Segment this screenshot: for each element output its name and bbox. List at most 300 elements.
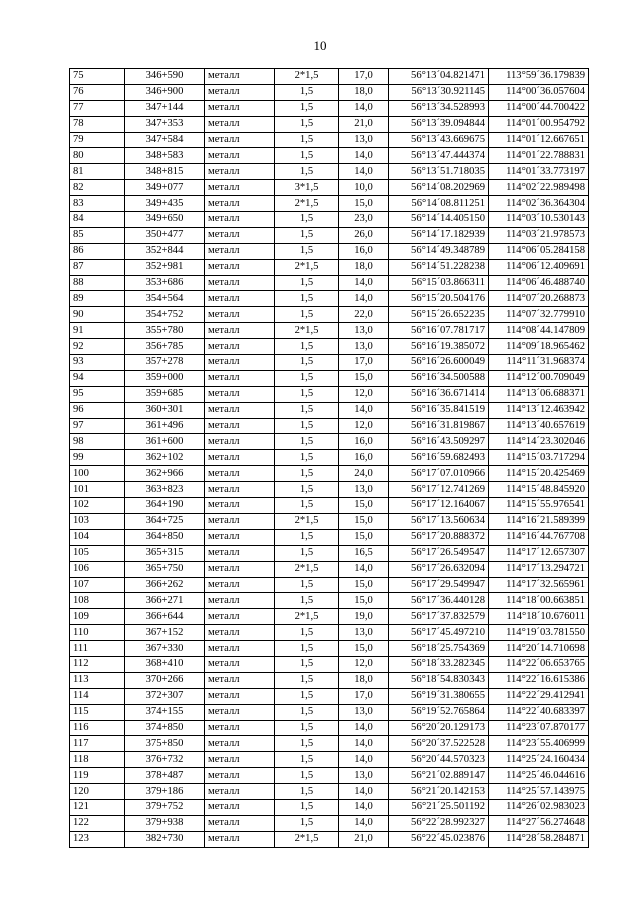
row-number-cell: 75 xyxy=(70,69,125,85)
diameter-cell: 1,5 xyxy=(275,720,339,736)
material-cell: металл xyxy=(205,116,275,132)
diameter-cell: 3*1,5 xyxy=(275,180,339,196)
picket-cell: 347+584 xyxy=(125,132,205,148)
latitude-cell: 56°22´28.992327 xyxy=(389,815,489,831)
page-number: 10 xyxy=(313,38,327,53)
latitude-cell: 56°22´45.023876 xyxy=(389,831,489,847)
latitude-cell: 56°19´31.380655 xyxy=(389,688,489,704)
material-cell: металл xyxy=(205,243,275,259)
longitude-cell: 114°06´46.488740 xyxy=(489,275,589,291)
picket-cell: 348+815 xyxy=(125,164,205,180)
length-cell: 14,0 xyxy=(339,148,389,164)
row-number-cell: 113 xyxy=(70,672,125,688)
longitude-cell: 114°00´44.700422 xyxy=(489,100,589,116)
row-number-cell: 106 xyxy=(70,561,125,577)
length-cell: 23,0 xyxy=(339,212,389,228)
row-number-cell: 95 xyxy=(70,386,125,402)
table-row xyxy=(70,339,589,355)
row-number-cell: 92 xyxy=(70,339,125,355)
longitude-cell: 114°26´02.983023 xyxy=(489,799,589,815)
row-number-cell: 121 xyxy=(70,799,125,815)
table-row xyxy=(70,736,589,752)
row-number-cell: 109 xyxy=(70,609,125,625)
diameter-cell: 1,5 xyxy=(275,466,339,482)
table-row xyxy=(70,69,589,85)
table-row xyxy=(70,545,589,561)
table-row xyxy=(70,323,589,339)
material-cell: металл xyxy=(205,370,275,386)
diameter-cell: 1,5 xyxy=(275,291,339,307)
diameter-cell: 1,5 xyxy=(275,227,339,243)
table-row xyxy=(70,402,589,418)
material-cell: металл xyxy=(205,307,275,323)
picket-cell: 379+938 xyxy=(125,815,205,831)
longitude-cell: 114°22´16.615386 xyxy=(489,672,589,688)
latitude-cell: 56°13´04.821471 xyxy=(389,69,489,85)
diameter-cell: 1,5 xyxy=(275,402,339,418)
latitude-cell: 56°18´33.282345 xyxy=(389,656,489,672)
row-number-cell: 78 xyxy=(70,116,125,132)
length-cell: 13,0 xyxy=(339,339,389,355)
longitude-cell: 114°01´33.773197 xyxy=(489,164,589,180)
length-cell: 21,0 xyxy=(339,831,389,847)
table-row xyxy=(70,466,589,482)
diameter-cell: 1,5 xyxy=(275,625,339,641)
length-cell: 14,0 xyxy=(339,291,389,307)
row-number-cell: 110 xyxy=(70,625,125,641)
length-cell: 17,0 xyxy=(339,688,389,704)
row-number-cell: 79 xyxy=(70,132,125,148)
latitude-cell: 56°13´43.669675 xyxy=(389,132,489,148)
row-number-cell: 94 xyxy=(70,370,125,386)
material-cell: металл xyxy=(205,577,275,593)
latitude-cell: 56°13´34.528993 xyxy=(389,100,489,116)
picket-cell: 364+850 xyxy=(125,529,205,545)
material-cell: металл xyxy=(205,418,275,434)
diameter-cell: 1,5 xyxy=(275,545,339,561)
latitude-cell: 56°13´39.094844 xyxy=(389,116,489,132)
material-cell: металл xyxy=(205,704,275,720)
latitude-cell: 56°21´20.142153 xyxy=(389,784,489,800)
latitude-cell: 56°20´20.129173 xyxy=(389,720,489,736)
table-row xyxy=(70,704,589,720)
latitude-cell: 56°16´34.500588 xyxy=(389,370,489,386)
table-row xyxy=(70,227,589,243)
length-cell: 16,0 xyxy=(339,243,389,259)
row-number-cell: 89 xyxy=(70,291,125,307)
longitude-cell: 114°27´56.274648 xyxy=(489,815,589,831)
diameter-cell: 2*1,5 xyxy=(275,831,339,847)
row-number-cell: 111 xyxy=(70,641,125,657)
diameter-cell: 1,5 xyxy=(275,784,339,800)
material-cell: металл xyxy=(205,180,275,196)
table-row xyxy=(70,212,589,228)
length-cell: 22,0 xyxy=(339,307,389,323)
diameter-cell: 1,5 xyxy=(275,212,339,228)
table-row xyxy=(70,815,589,831)
longitude-cell: 114°08´44.147809 xyxy=(489,323,589,339)
latitude-cell: 56°14´08.202969 xyxy=(389,180,489,196)
row-number-cell: 104 xyxy=(70,529,125,545)
latitude-cell: 56°16´43.509297 xyxy=(389,434,489,450)
material-cell: металл xyxy=(205,672,275,688)
length-cell: 14,0 xyxy=(339,799,389,815)
row-number-cell: 91 xyxy=(70,323,125,339)
latitude-cell: 56°20´44.570323 xyxy=(389,752,489,768)
diameter-cell: 1,5 xyxy=(275,418,339,434)
table-row xyxy=(70,720,589,736)
picket-cell: 378+487 xyxy=(125,768,205,784)
picket-cell: 350+477 xyxy=(125,227,205,243)
latitude-cell: 56°16´07.781717 xyxy=(389,323,489,339)
longitude-cell: 114°28´58.284871 xyxy=(489,831,589,847)
length-cell: 19,0 xyxy=(339,609,389,625)
picket-cell: 349+077 xyxy=(125,180,205,196)
row-number-cell: 82 xyxy=(70,180,125,196)
latitude-cell: 56°17´37.832579 xyxy=(389,609,489,625)
row-number-cell: 123 xyxy=(70,831,125,847)
length-cell: 12,0 xyxy=(339,418,389,434)
diameter-cell: 1,5 xyxy=(275,688,339,704)
diameter-cell: 1,5 xyxy=(275,498,339,514)
length-cell: 14,0 xyxy=(339,752,389,768)
table-row xyxy=(70,275,589,291)
longitude-cell: 114°18´00.663851 xyxy=(489,593,589,609)
latitude-cell: 56°21´25.501192 xyxy=(389,799,489,815)
latitude-cell: 56°14´14.405150 xyxy=(389,212,489,228)
picket-cell: 368+410 xyxy=(125,656,205,672)
table-row xyxy=(70,196,589,212)
longitude-cell: 114°13´40.657619 xyxy=(489,418,589,434)
length-cell: 13,0 xyxy=(339,323,389,339)
row-number-cell: 85 xyxy=(70,227,125,243)
longitude-cell: 114°01´00.954792 xyxy=(489,116,589,132)
longitude-cell: 114°15´48.845920 xyxy=(489,482,589,498)
material-cell: металл xyxy=(205,355,275,371)
row-number-cell: 122 xyxy=(70,815,125,831)
picket-cell: 359+685 xyxy=(125,386,205,402)
row-number-cell: 114 xyxy=(70,688,125,704)
table-row xyxy=(70,688,589,704)
diameter-cell: 2*1,5 xyxy=(275,513,339,529)
longitude-cell: 114°15´03.717294 xyxy=(489,450,589,466)
diameter-cell: 1,5 xyxy=(275,768,339,784)
longitude-cell: 114°06´12.409691 xyxy=(489,259,589,275)
picket-cell: 354+564 xyxy=(125,291,205,307)
length-cell: 15,0 xyxy=(339,641,389,657)
length-cell: 18,0 xyxy=(339,259,389,275)
material-cell: металл xyxy=(205,386,275,402)
longitude-cell: 114°20´14.710698 xyxy=(489,641,589,657)
picket-cell: 372+307 xyxy=(125,688,205,704)
material-cell: металл xyxy=(205,275,275,291)
material-cell: металл xyxy=(205,545,275,561)
material-cell: металл xyxy=(205,625,275,641)
length-cell: 13,0 xyxy=(339,132,389,148)
culvert-table xyxy=(69,68,589,848)
longitude-cell: 114°16´44.767708 xyxy=(489,529,589,545)
latitude-cell: 56°14´51.228238 xyxy=(389,259,489,275)
table-row xyxy=(70,84,589,100)
length-cell: 18,0 xyxy=(339,84,389,100)
picket-cell: 366+271 xyxy=(125,593,205,609)
latitude-cell: 56°17´26.549547 xyxy=(389,545,489,561)
length-cell: 14,0 xyxy=(339,784,389,800)
row-number-cell: 80 xyxy=(70,148,125,164)
material-cell: металл xyxy=(205,720,275,736)
longitude-cell: 114°22´06.653765 xyxy=(489,656,589,672)
picket-cell: 366+262 xyxy=(125,577,205,593)
length-cell: 15,0 xyxy=(339,370,389,386)
diameter-cell: 1,5 xyxy=(275,132,339,148)
material-cell: металл xyxy=(205,482,275,498)
length-cell: 15,0 xyxy=(339,498,389,514)
longitude-cell: 114°06´05.284158 xyxy=(489,243,589,259)
latitude-cell: 56°15´20.504176 xyxy=(389,291,489,307)
picket-cell: 352+981 xyxy=(125,259,205,275)
latitude-cell: 56°17´07.010966 xyxy=(389,466,489,482)
material-cell: металл xyxy=(205,641,275,657)
table-row xyxy=(70,291,589,307)
picket-cell: 353+686 xyxy=(125,275,205,291)
table-row xyxy=(70,625,589,641)
length-cell: 15,0 xyxy=(339,593,389,609)
table-row xyxy=(70,116,589,132)
material-cell: металл xyxy=(205,752,275,768)
diameter-cell: 1,5 xyxy=(275,736,339,752)
length-cell: 16,0 xyxy=(339,450,389,466)
material-cell: металл xyxy=(205,513,275,529)
picket-cell: 347+144 xyxy=(125,100,205,116)
row-number-cell: 76 xyxy=(70,84,125,100)
length-cell: 12,0 xyxy=(339,386,389,402)
material-cell: металл xyxy=(205,466,275,482)
length-cell: 14,0 xyxy=(339,164,389,180)
row-number-cell: 120 xyxy=(70,784,125,800)
length-cell: 10,0 xyxy=(339,180,389,196)
latitude-cell: 56°15´26.652235 xyxy=(389,307,489,323)
picket-cell: 370+266 xyxy=(125,672,205,688)
table-row xyxy=(70,307,589,323)
length-cell: 16,5 xyxy=(339,545,389,561)
diameter-cell: 1,5 xyxy=(275,148,339,164)
latitude-cell: 56°16´36.671414 xyxy=(389,386,489,402)
material-cell: металл xyxy=(205,815,275,831)
latitude-cell: 56°17´12.741269 xyxy=(389,482,489,498)
material-cell: металл xyxy=(205,736,275,752)
longitude-cell: 114°03´21.978573 xyxy=(489,227,589,243)
picket-cell: 348+583 xyxy=(125,148,205,164)
diameter-cell: 1,5 xyxy=(275,84,339,100)
diameter-cell: 1,5 xyxy=(275,641,339,657)
row-number-cell: 88 xyxy=(70,275,125,291)
diameter-cell: 1,5 xyxy=(275,529,339,545)
material-cell: металл xyxy=(205,164,275,180)
diameter-cell: 1,5 xyxy=(275,752,339,768)
material-cell: металл xyxy=(205,561,275,577)
picket-cell: 347+353 xyxy=(125,116,205,132)
diameter-cell: 1,5 xyxy=(275,815,339,831)
row-number-cell: 77 xyxy=(70,100,125,116)
diameter-cell: 1,5 xyxy=(275,243,339,259)
row-number-cell: 103 xyxy=(70,513,125,529)
latitude-cell: 56°17´13.560634 xyxy=(389,513,489,529)
latitude-cell: 56°13´51.718035 xyxy=(389,164,489,180)
picket-cell: 361+600 xyxy=(125,434,205,450)
picket-cell: 366+644 xyxy=(125,609,205,625)
table-row xyxy=(70,355,589,371)
table-row xyxy=(70,450,589,466)
material-cell: металл xyxy=(205,196,275,212)
row-number-cell: 83 xyxy=(70,196,125,212)
picket-cell: 362+966 xyxy=(125,466,205,482)
latitude-cell: 56°17´29.549947 xyxy=(389,577,489,593)
length-cell: 15,0 xyxy=(339,513,389,529)
picket-cell: 364+190 xyxy=(125,498,205,514)
picket-cell: 379+752 xyxy=(125,799,205,815)
table-row xyxy=(70,672,589,688)
length-cell: 15,0 xyxy=(339,529,389,545)
length-cell: 14,0 xyxy=(339,720,389,736)
row-number-cell: 96 xyxy=(70,402,125,418)
row-number-cell: 112 xyxy=(70,656,125,672)
table-row xyxy=(70,148,589,164)
row-number-cell: 108 xyxy=(70,593,125,609)
longitude-cell: 114°23´07.870177 xyxy=(489,720,589,736)
longitude-cell: 114°09´18.965462 xyxy=(489,339,589,355)
picket-cell: 367+330 xyxy=(125,641,205,657)
picket-cell: 376+732 xyxy=(125,752,205,768)
longitude-cell: 114°13´06.688371 xyxy=(489,386,589,402)
material-cell: металл xyxy=(205,529,275,545)
picket-cell: 365+750 xyxy=(125,561,205,577)
table-row xyxy=(70,529,589,545)
length-cell: 14,0 xyxy=(339,736,389,752)
picket-cell: 352+844 xyxy=(125,243,205,259)
picket-cell: 359+000 xyxy=(125,370,205,386)
table-row xyxy=(70,498,589,514)
picket-cell: 365+315 xyxy=(125,545,205,561)
material-cell: металл xyxy=(205,148,275,164)
material-cell: металл xyxy=(205,323,275,339)
length-cell: 14,0 xyxy=(339,402,389,418)
picket-cell: 379+186 xyxy=(125,784,205,800)
table-row xyxy=(70,656,589,672)
diameter-cell: 1,5 xyxy=(275,672,339,688)
length-cell: 21,0 xyxy=(339,116,389,132)
diameter-cell: 1,5 xyxy=(275,482,339,498)
diameter-cell: 1,5 xyxy=(275,307,339,323)
length-cell: 14,0 xyxy=(339,100,389,116)
diameter-cell: 1,5 xyxy=(275,656,339,672)
longitude-cell: 114°22´40.683397 xyxy=(489,704,589,720)
diameter-cell: 1,5 xyxy=(275,434,339,450)
length-cell: 15,0 xyxy=(339,196,389,212)
latitude-cell: 56°17´26.632094 xyxy=(389,561,489,577)
table-row xyxy=(70,784,589,800)
latitude-cell: 56°16´31.819867 xyxy=(389,418,489,434)
longitude-cell: 114°13´12.463942 xyxy=(489,402,589,418)
table-body xyxy=(70,69,589,848)
picket-cell: 374+850 xyxy=(125,720,205,736)
row-number-cell: 84 xyxy=(70,212,125,228)
picket-cell: 354+752 xyxy=(125,307,205,323)
length-cell: 16,0 xyxy=(339,434,389,450)
diameter-cell: 2*1,5 xyxy=(275,323,339,339)
table-row xyxy=(70,752,589,768)
length-cell: 14,0 xyxy=(339,815,389,831)
latitude-cell: 56°20´37.522528 xyxy=(389,736,489,752)
diameter-cell: 1,5 xyxy=(275,386,339,402)
row-number-cell: 107 xyxy=(70,577,125,593)
material-cell: металл xyxy=(205,450,275,466)
longitude-cell: 113°59´36.179839 xyxy=(489,69,589,85)
row-number-cell: 119 xyxy=(70,768,125,784)
row-number-cell: 118 xyxy=(70,752,125,768)
diameter-cell: 1,5 xyxy=(275,164,339,180)
material-cell: металл xyxy=(205,84,275,100)
row-number-cell: 117 xyxy=(70,736,125,752)
length-cell: 24,0 xyxy=(339,466,389,482)
longitude-cell: 114°01´22.788831 xyxy=(489,148,589,164)
diameter-cell: 1,5 xyxy=(275,275,339,291)
diameter-cell: 1,5 xyxy=(275,370,339,386)
row-number-cell: 101 xyxy=(70,482,125,498)
material-cell: металл xyxy=(205,656,275,672)
table-row xyxy=(70,100,589,116)
picket-cell: 362+102 xyxy=(125,450,205,466)
table-row xyxy=(70,799,589,815)
longitude-cell: 114°00´36.057604 xyxy=(489,84,589,100)
diameter-cell: 1,5 xyxy=(275,593,339,609)
length-cell: 17,0 xyxy=(339,69,389,85)
material-cell: металл xyxy=(205,831,275,847)
longitude-cell: 114°07´32.779910 xyxy=(489,307,589,323)
longitude-cell: 114°23´55.406999 xyxy=(489,736,589,752)
length-cell: 26,0 xyxy=(339,227,389,243)
picket-cell: 374+155 xyxy=(125,704,205,720)
picket-cell: 349+435 xyxy=(125,196,205,212)
material-cell: металл xyxy=(205,227,275,243)
length-cell: 12,0 xyxy=(339,656,389,672)
table-row xyxy=(70,180,589,196)
latitude-cell: 56°16´59.682493 xyxy=(389,450,489,466)
table-row xyxy=(70,164,589,180)
diameter-cell: 1,5 xyxy=(275,704,339,720)
picket-cell: 357+278 xyxy=(125,355,205,371)
row-number-cell: 100 xyxy=(70,466,125,482)
material-cell: металл xyxy=(205,498,275,514)
latitude-cell: 56°17´12.164067 xyxy=(389,498,489,514)
picket-cell: 356+785 xyxy=(125,339,205,355)
longitude-cell: 114°12´00.709049 xyxy=(489,370,589,386)
material-cell: металл xyxy=(205,434,275,450)
length-cell: 14,0 xyxy=(339,275,389,291)
longitude-cell: 114°25´24.160434 xyxy=(489,752,589,768)
length-cell: 15,0 xyxy=(339,577,389,593)
picket-cell: 360+301 xyxy=(125,402,205,418)
table-row xyxy=(70,641,589,657)
diameter-cell: 2*1,5 xyxy=(275,259,339,275)
diameter-cell: 1,5 xyxy=(275,100,339,116)
picket-cell: 363+823 xyxy=(125,482,205,498)
table-row xyxy=(70,831,589,847)
diameter-cell: 1,5 xyxy=(275,450,339,466)
table-row xyxy=(70,386,589,402)
row-number-cell: 99 xyxy=(70,450,125,466)
diameter-cell: 1,5 xyxy=(275,799,339,815)
length-cell: 13,0 xyxy=(339,625,389,641)
